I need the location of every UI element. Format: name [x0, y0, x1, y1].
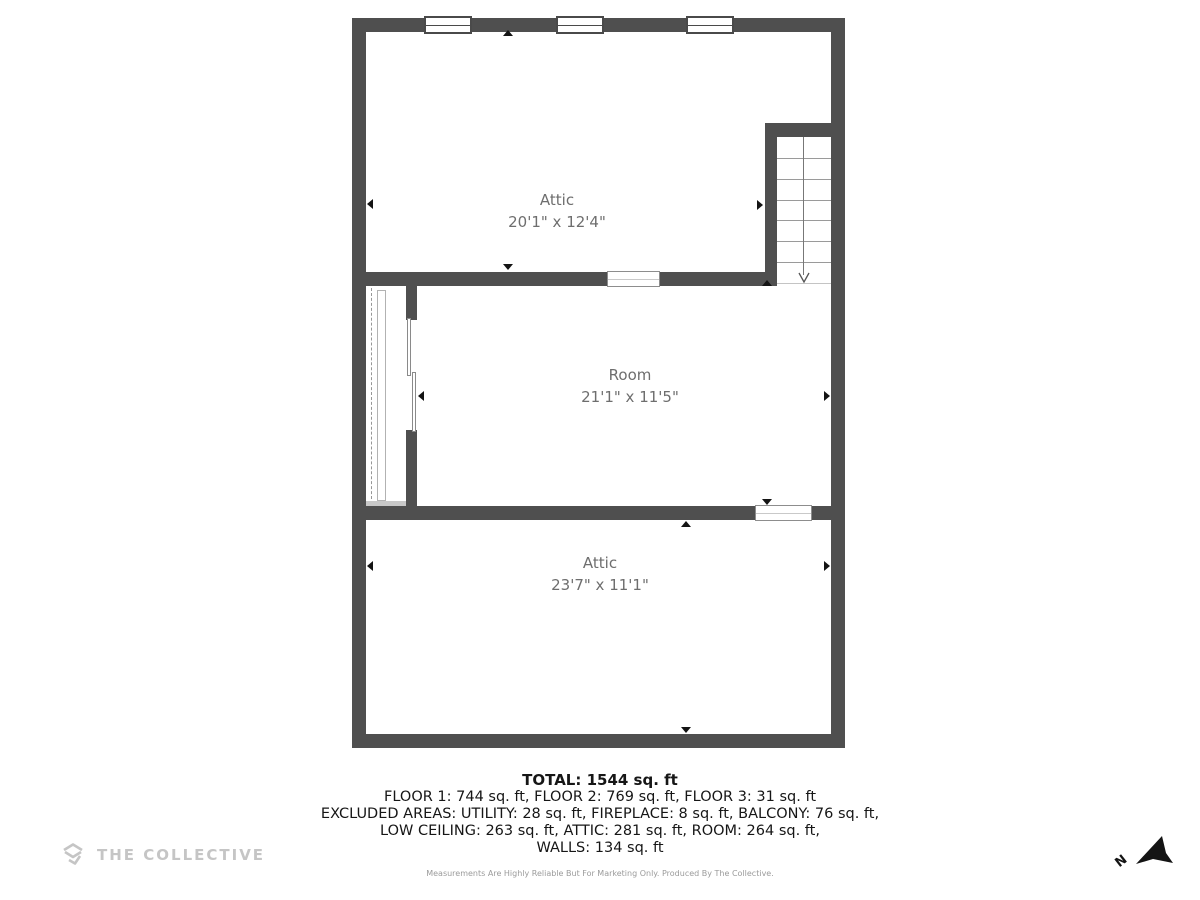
- stairs-down-arrow-icon: [797, 270, 811, 284]
- balcony-railing: [377, 290, 386, 501]
- wall-outer-left: [352, 18, 366, 748]
- total-area: TOTAL: 1544 sq. ft: [522, 771, 678, 789]
- balcony-roofline: [371, 288, 372, 504]
- room-dimensions: 20'1" x 12'4": [508, 213, 606, 231]
- disclaimer-text: Measurements Are Highly Reliable But For Marketing Only. Produced By The Collective.: [426, 869, 774, 878]
- wall-stairwell-left: [765, 137, 777, 286]
- brand-name: THE COLLECTIVE: [97, 845, 266, 864]
- balcony-railing-foot: [366, 501, 406, 506]
- dim-tick: [762, 499, 772, 505]
- wall-balcony-divider-bottom: [406, 430, 417, 506]
- room-label-attic-top: [447, 189, 667, 233]
- dim-tick: [418, 391, 424, 401]
- room-name: Room: [608, 366, 652, 384]
- sliding-door-panel-2: [412, 372, 416, 432]
- wall-outer-bottom: [352, 734, 845, 748]
- dim-tick: [503, 264, 513, 270]
- dim-tick: [503, 30, 513, 36]
- wall-attic-room-left: [366, 272, 607, 286]
- wall-attic-room-right: [660, 272, 777, 286]
- north-label: N: [1112, 852, 1131, 871]
- window-top-1: [424, 16, 472, 34]
- north-compass: [1108, 828, 1192, 886]
- window-top-2: [556, 16, 604, 34]
- room-dimensions: 23'7" x 11'1": [551, 576, 649, 594]
- brand-logo: [60, 841, 265, 868]
- wall-stairwell-top: [765, 123, 831, 137]
- dim-tick: [762, 280, 772, 286]
- dim-tick: [824, 391, 830, 401]
- dim-tick: [367, 199, 373, 209]
- dim-tick: [757, 200, 763, 210]
- collective-logo-icon: [60, 841, 87, 868]
- room-label-room: [520, 364, 740, 408]
- wall-balcony-divider-top: [406, 286, 417, 320]
- excluded-areas-3: WALLS: 134 sq. ft: [536, 840, 664, 856]
- dim-tick: [681, 727, 691, 733]
- dim-tick: [367, 561, 373, 571]
- wall-outer-right: [831, 18, 845, 748]
- room-name: Attic: [582, 554, 618, 572]
- window-attic-room: [607, 271, 660, 287]
- floor-areas: FLOOR 1: 744 sq. ft, FLOOR 2: 769 sq. ft, FLOOR 3: 31 sq. ft: [384, 789, 816, 805]
- wall-room-attic-right: [812, 506, 831, 520]
- dim-tick: [824, 561, 830, 571]
- room-dimensions: 21'1" x 11'5": [581, 388, 679, 406]
- stairs-direction-line: [803, 137, 804, 275]
- excluded-areas-1: EXCLUDED AREAS: UTILITY: 28 sq. ft, FIREPLACE: 8 sq. ft, BALCONY: 76 sq. ft,: [320, 806, 880, 822]
- room-name: Attic: [539, 191, 575, 209]
- wall-room-attic-left: [366, 506, 755, 520]
- window-room-attic: [755, 505, 812, 521]
- sliding-door-panel-1: [407, 318, 411, 376]
- area-summary: [250, 771, 950, 857]
- room-label-attic-bottom: [490, 552, 710, 596]
- dim-tick: [681, 521, 691, 527]
- excluded-areas-2: LOW CEILING: 263 sq. ft, ATTIC: 281 sq. ft, ROOM: 264 sq. ft,: [380, 823, 820, 839]
- window-top-3: [686, 16, 734, 34]
